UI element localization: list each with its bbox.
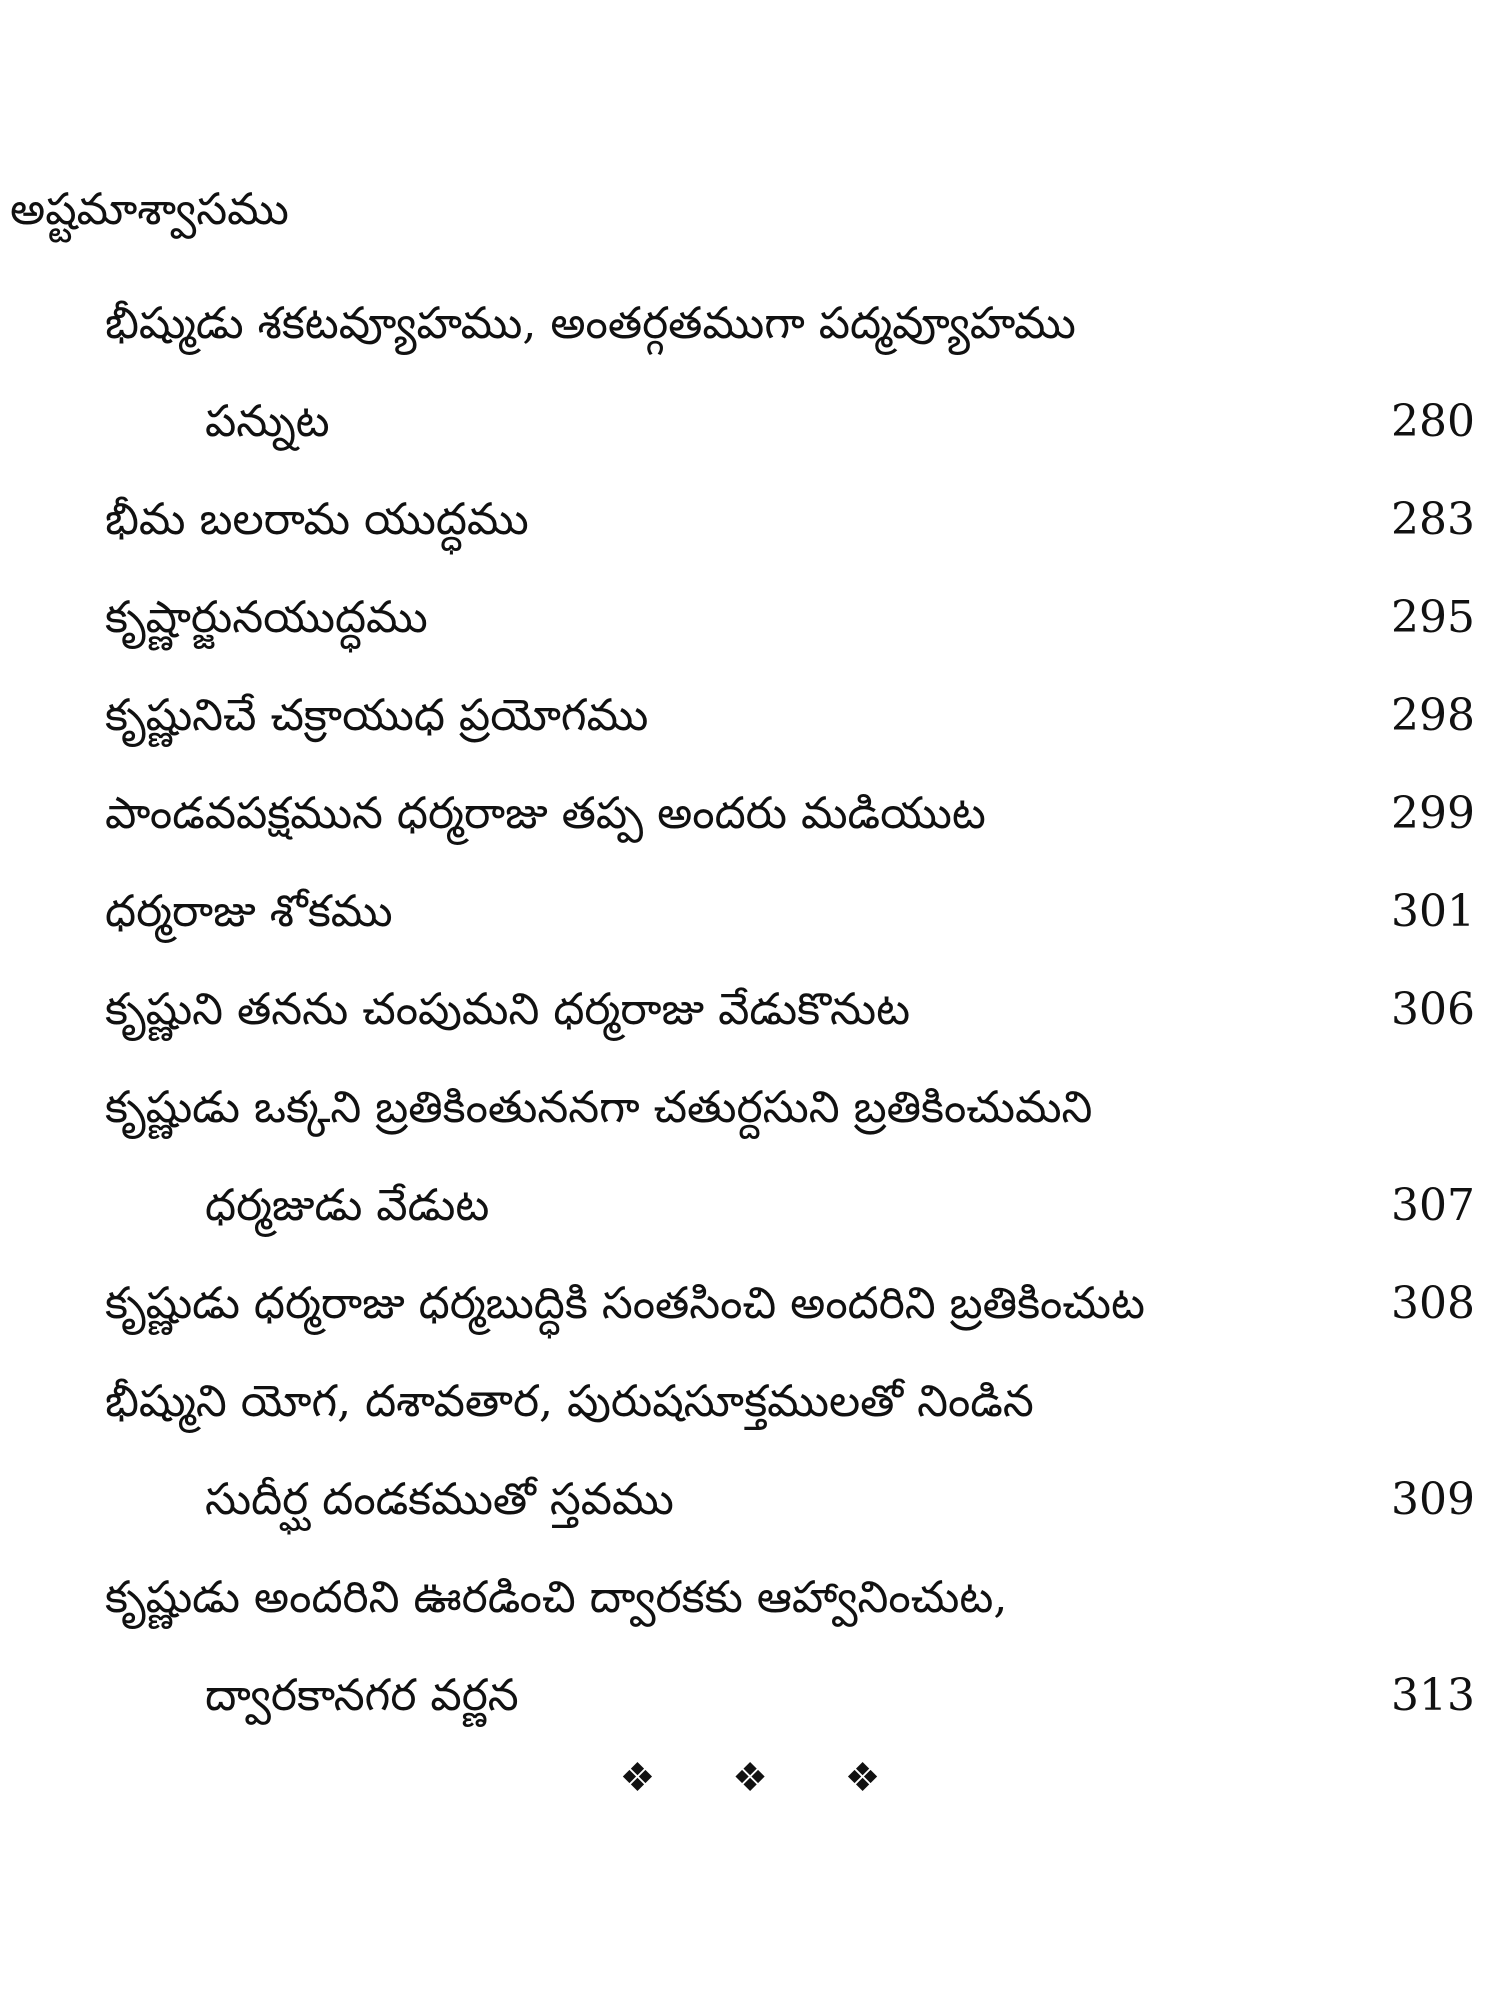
- toc-page-number: 280: [1391, 396, 1475, 447]
- toc-entry-title-text: ద్వారకానగర వర్ణన: [205, 1670, 519, 1721]
- toc-entry-title-line: కృష్ణుడు ఒక్కని బ్రతికింతుననగా చతుర్దసుని బ్రతికించుమని: [105, 1082, 1093, 1133]
- toc-entry-title-continuation: [105, 1157, 1475, 1255]
- ornament-diamond-icon: ❖: [844, 1755, 881, 1801]
- toc-entry-title-text: పన్నుట: [205, 396, 330, 447]
- toc-page-number: 308: [1391, 1278, 1475, 1329]
- toc-page-number: 307: [1391, 1180, 1475, 1231]
- toc-entry: [105, 569, 1475, 667]
- ornament-diamond-icon: ❖: [732, 1755, 768, 1801]
- toc-entry: [105, 1549, 1475, 1745]
- toc-entry-title-line: కృష్ణుడు అందరిని ఊరడించి ద్వారకకు ఆహ్వానించుట,: [105, 1572, 1008, 1623]
- toc-entry: [105, 765, 1475, 863]
- toc-entry-title-line: [105, 863, 1475, 961]
- toc-entry-title-line: [105, 667, 1475, 765]
- toc-entry: [105, 1059, 1475, 1255]
- toc-entry-title-continuation: [105, 1451, 1475, 1549]
- toc-entry-title-line: భీష్ముని యోగ, దశావతార, పురుషసూక్తములతో నిండిన: [105, 1376, 1034, 1427]
- toc-entry-title-continuation: [105, 1647, 1475, 1745]
- toc-entry-title-text: కృష్ణునిచే చక్రాయుధ ప్రయోగము: [105, 690, 649, 741]
- toc-entry-title-text: ధర్మరాజు శోకము: [105, 886, 393, 937]
- toc-entry-title-text: భీమ బలరామ యుద్ధము: [105, 494, 529, 545]
- toc-entry: [105, 275, 1475, 471]
- toc-page-number: 298: [1391, 690, 1475, 741]
- toc-entry-title-line: [105, 961, 1475, 1059]
- toc-page-number: 301: [1391, 886, 1475, 937]
- toc-entry-title-text: కృష్ణుడు ధర్మరాజు ధర్మబుద్ధికి సంతసించి అందరిని బ్రతికించుట: [105, 1278, 1145, 1329]
- ornament-divider: [0, 1748, 1500, 1808]
- toc-entry-title-text: పాండవపక్షమున ధర్మరాజు తప్ప అందరు మడియుట: [105, 788, 986, 839]
- toc-page-number: 306: [1391, 984, 1475, 1035]
- toc-entry: [105, 1255, 1475, 1353]
- toc-entry: [105, 863, 1475, 961]
- toc-entry: [105, 471, 1475, 569]
- toc-page-number: 283: [1391, 494, 1475, 545]
- toc-entry-title-text: కృష్ణార్జునయుద్ధము: [105, 592, 428, 643]
- toc-page-number: 299: [1391, 788, 1475, 839]
- toc-entry-title-line: భీష్ముడు శకటవ్యూహము, అంతర్గతముగా పద్మవ్యూహము: [105, 298, 1076, 349]
- table-of-contents: [105, 275, 1475, 1745]
- toc-entry-title-line: [105, 765, 1475, 863]
- toc-page-number: 295: [1391, 592, 1475, 643]
- toc-entry-title-text: సుదీర్ఘ దండకముతో స్తవము: [205, 1474, 674, 1525]
- toc-entry: [105, 961, 1475, 1059]
- toc-entry-title-line: [105, 569, 1475, 667]
- toc-page-number: 309: [1391, 1474, 1475, 1525]
- toc-page-number: 313: [1391, 1670, 1475, 1721]
- toc-entry-title-text: కృష్ణుని తనను చంపుమని ధర్మరాజు వేడుకొనుట: [105, 984, 911, 1035]
- toc-entry-title-continuation: [105, 373, 1475, 471]
- toc-entry-title-line: [105, 471, 1475, 569]
- section-heading: అష్టమాశ్వాసము: [10, 184, 289, 235]
- toc-entry-title-text: ధర్మజుడు వేడుట: [205, 1180, 490, 1231]
- ornament-diamond-icon: ❖: [619, 1755, 656, 1801]
- toc-entry: [105, 1353, 1475, 1549]
- toc-entry: [105, 667, 1475, 765]
- toc-entry-title-line: [105, 1255, 1475, 1353]
